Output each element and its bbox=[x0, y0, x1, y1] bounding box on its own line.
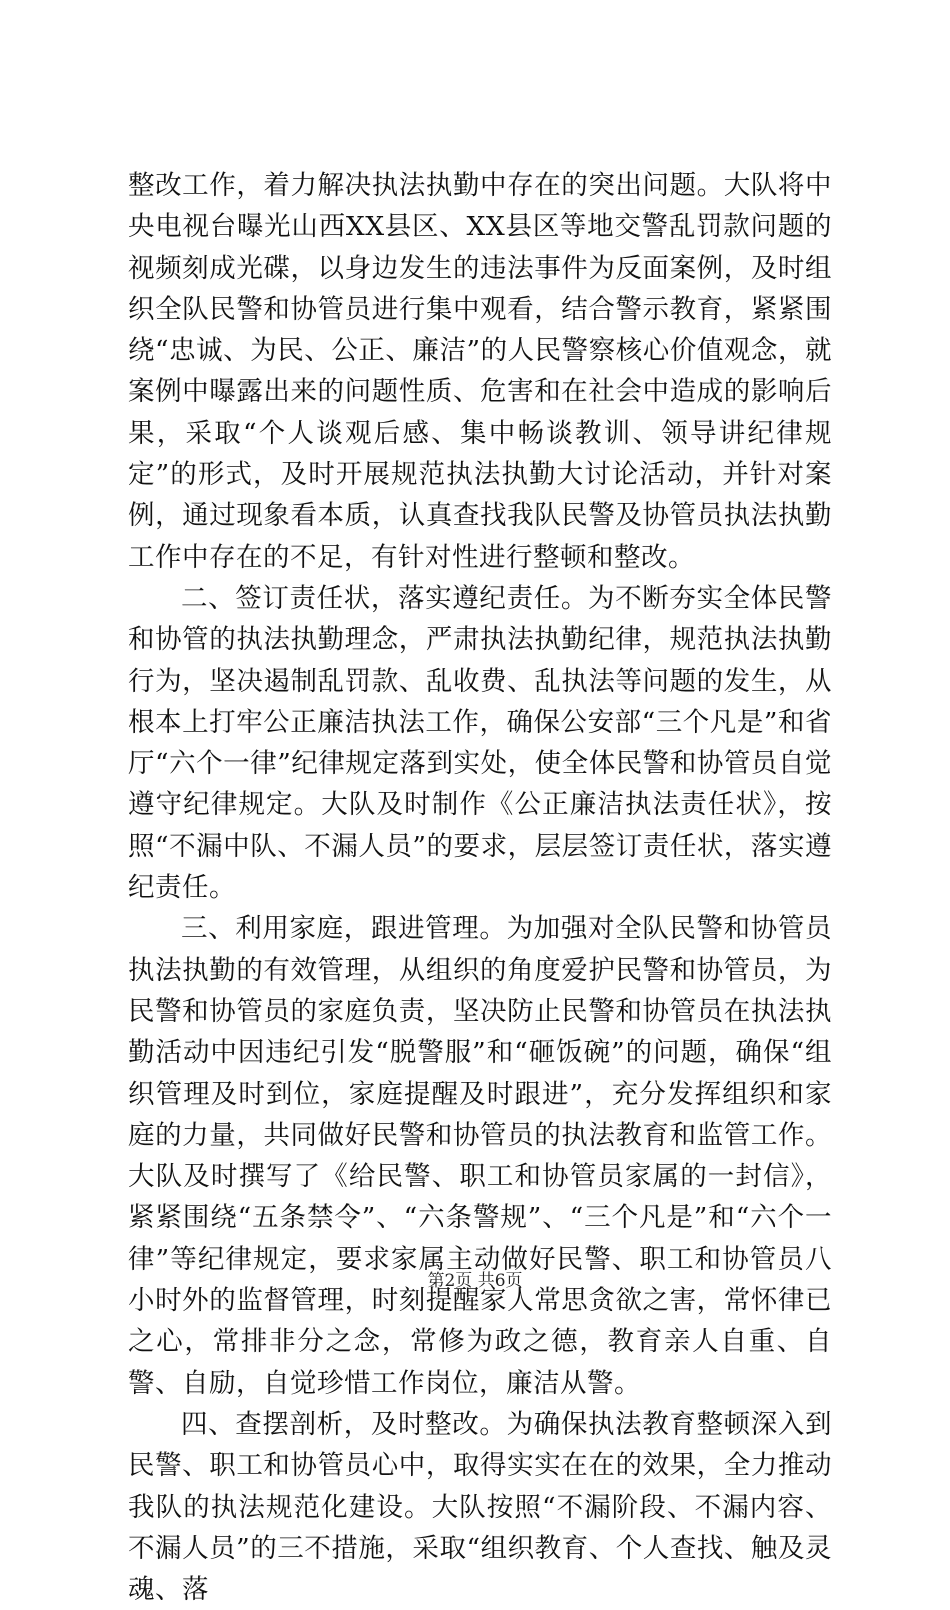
page-footer bbox=[0, 1266, 950, 1291]
paragraph-section-four: 四、查摆剖析，及时整改。为确保执法教育整顿深入到民警、职工和协管员心中，取得实实在在的效果，全力推动我队的执法规范化建设。大队按照“不漏阶段、不漏内容、不漏人员”的三不措施，采取“组织教育、个人查找、触及灵魂、落 bbox=[128, 1408, 832, 1606]
paragraph-section-three: 三、利用家庭，跟进管理。为加强对全队民警和协管员执法执勤的有效管理，从组织的角度爱护民警和协管员，为民警和协管员的家庭负责，坚决防止民警和协管员在执法执勤活动中因违纪引发“脱警服”和“砸饭碗”的问题，确保“组织管理及时到位，家庭提醒及时跟进”，充分发挥组织和家庭的力量，共同做好民警和协管员的执法教育和监管工作。大队及时撰写了《给民警、职工和协管员家属的一封信》，紧紧围绕“五条禁令”、“六条警规”、“三个凡是”和“六个一律”等纪律规定，要求家属主动做好民警、职工和协管员八小时外的监督管理，时刻提醒家人常思贪欲之害，常怀律已之心，常排非分之念，常修为政之德，教育亲人自重、自警、自励，自觉珍惜工作岗位，廉洁从警。 bbox=[128, 913, 832, 1399]
paragraph-continuation: 整改工作，着力解决执法执勤中存在的突出问题。大队将中央电视台曝光山西XX县区、XX县区等地交警乱罚款问题的视频刻成光碟，以身边发生的违法事件为反面案例，及时组织全队民警和协管员进行集中观看，结合警示教育，紧紧围绕“忠诚、为民、公正、廉洁”的人民警察核心价值观念，就案例中曝露出来的问题性质、危害和在社会中造成的影响后果，采取“个人谈观后感、集中畅谈教训、领导讲纪律规定”的形式，及时开展规范执法执勤大讨论活动，并针对案例，通过现象看本质，认真查找我队民警及协管员执法执勤工作中存在的不足，有针对性进行整顿和整改。 bbox=[128, 170, 832, 573]
paragraph-section-two: 二、签订责任状，落实遵纪责任。为不断夯实全体民警和协管的执法执勤理念，严肃执法执勤纪律，规范执法执勤行为，坚决遏制乱罚款、乱收费、乱执法等问题的发生，从根本上打牢公正廉洁执法工作，确保公安部“三个凡是”和省厅“六个一律”纪律规定落到实处，使全体民警和协管员自觉遵守纪律规定。大队及时制作《公正廉洁执法责任状》，按照“不漏中队、不漏人员”的要求，层层签订责任状，落实遵纪责任。 bbox=[128, 582, 832, 904]
document-body bbox=[128, 165, 832, 1610]
page-number-label: 第2页 共6页 bbox=[427, 1271, 523, 1291]
